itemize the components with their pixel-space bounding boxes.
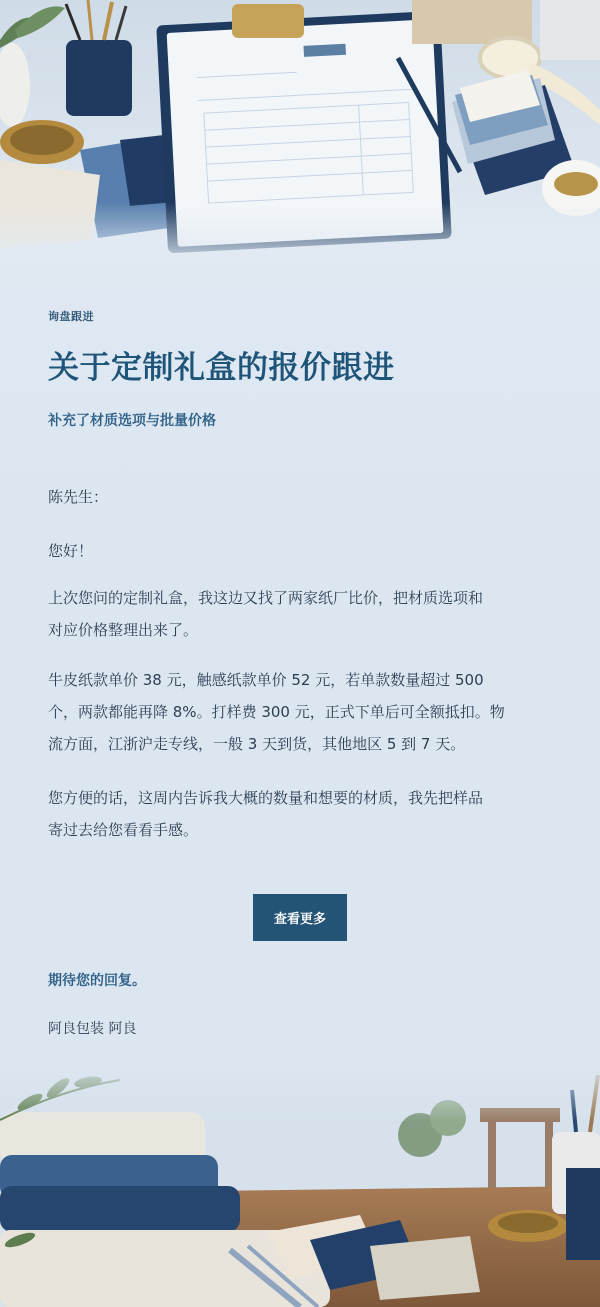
salutation: 陈先生： <box>48 488 109 506</box>
view-more-button[interactable]: 查看更多 <box>253 894 347 941</box>
greeting: 您好！ <box>48 542 94 560</box>
paragraph-line: 个，两款都能再降 8%。打样费 300 元，正式下单后可全额抵扣。物 <box>48 703 505 721</box>
paragraph <box>48 664 548 760</box>
paragraph-line: 牛皮纸款单价 38 元，触感纸款单价 52 元，若单款数量超过 500 <box>48 671 484 689</box>
page-title: 关于定制礼盒的报价跟进 <box>48 350 395 386</box>
page-subtitle: 补充了材质选项与批量价格 <box>48 413 216 429</box>
signature: 阿良包装 阿良 <box>48 1021 137 1037</box>
paragraph-line: 上次您问的定制礼盒，我这边又找了两家纸厂比价，把材质选项和 <box>48 589 484 607</box>
paragraph <box>48 782 548 846</box>
paragraph-line: 您方便的话，这周内告诉我大概的数量和想要的材质，我先把样品 <box>48 789 484 807</box>
header-image <box>0 0 600 270</box>
closing-line: 期待您的回复。 <box>48 973 146 989</box>
footer-image <box>0 1060 600 1307</box>
paragraph-line: 对应价格整理出来了。 <box>48 621 199 639</box>
paragraph-line: 寄过去给您看看手感。 <box>48 821 199 839</box>
eyebrow-label: 询盘跟进 <box>48 310 94 323</box>
paragraph-line: 流方面，江浙沪走专线，一般 3 天到货，其他地区 5 到 7 天。 <box>48 735 466 753</box>
paragraph <box>48 582 548 646</box>
